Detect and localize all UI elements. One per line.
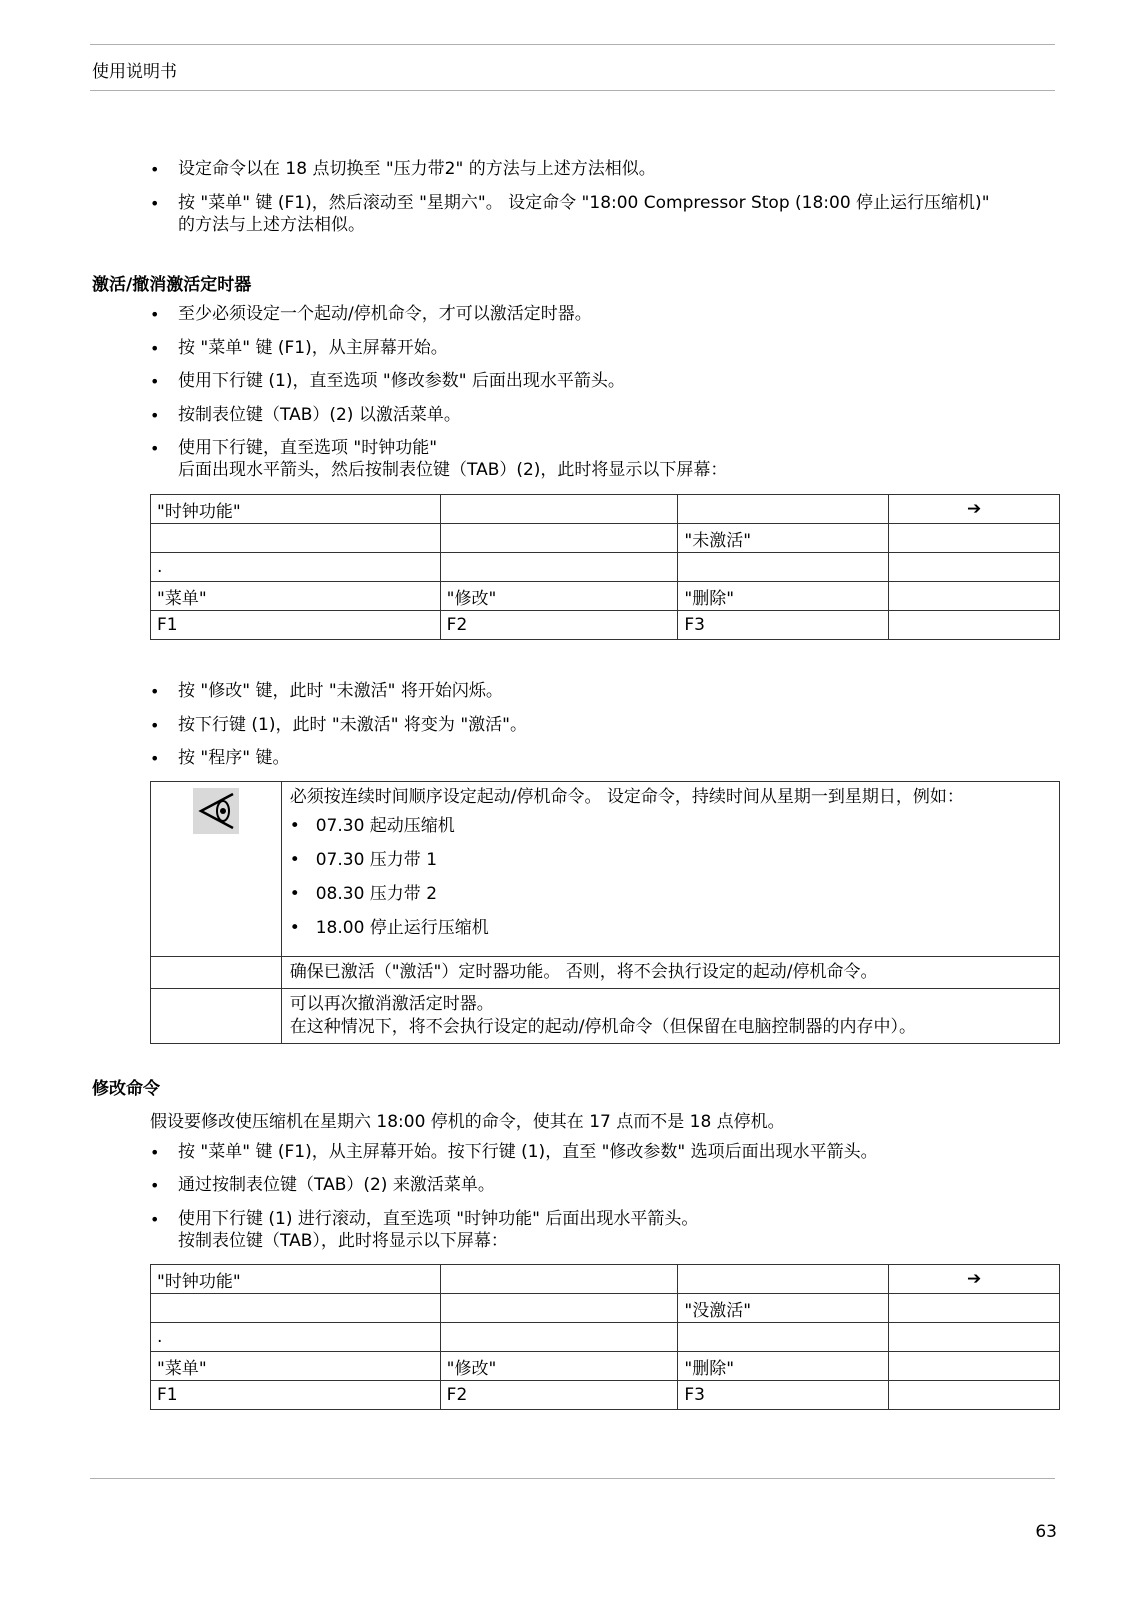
list-item-text: 08.30 压力带 2	[315, 884, 438, 904]
bullet-icon: •	[150, 305, 160, 324]
list-item	[290, 809, 1051, 843]
section-heading: 修改命令	[92, 1079, 160, 1099]
screen-cell	[151, 1294, 441, 1323]
controller-screen-table	[150, 1264, 1060, 1410]
eye-icon	[193, 788, 239, 834]
screen-cell	[889, 553, 1060, 582]
note-content-cell	[281, 782, 1059, 957]
bullet-icon: •	[289, 816, 300, 836]
list-item-text: 设定命令以在 18 点切换至 "压力带2" 的方法与上述方法相似。	[178, 159, 656, 179]
screen-cell	[440, 1294, 678, 1323]
footer-rule	[90, 1478, 1055, 1479]
bullet-icon: •	[289, 884, 300, 904]
screen-cell	[440, 1323, 678, 1352]
note-text: 可以再次撤消激活定时器。	[289, 994, 494, 1014]
right-arrow-icon: ➔	[889, 495, 1060, 524]
screen-cell: "删除"	[678, 1352, 889, 1381]
list-item-text: 按 "修改" 键，此时 "未激活" 将开始闪烁。	[178, 681, 503, 701]
screen-cell	[151, 524, 441, 553]
screen-cell	[440, 1265, 678, 1294]
screen-cell: "菜单"	[151, 1352, 441, 1381]
list-item-text: 18.00 停止运行压缩机	[315, 918, 489, 938]
note-icon-cell	[151, 957, 282, 989]
bullet-icon: •	[150, 716, 160, 735]
note-text: 确保已激活（"激活"）定时器功能。 否则，将不会执行设定的起动/停机命令。	[289, 962, 878, 982]
screen-cell: .	[151, 553, 441, 582]
screen-cell	[889, 582, 1060, 611]
list-item-text: 按 "菜单" 键 (F1)，从主屏幕开始。按下行键 (1)，直至 "修改参数" 选项后面出现水平箭头。	[178, 1142, 878, 1162]
list-item-text: 至少必须设定一个起动/停机命令，才可以激活定时器。	[178, 304, 592, 324]
note-intro: 必须按连续时间顺序设定起动/停机命令。 设定命令，持续时间从星期一到星期日，例如：	[289, 787, 964, 807]
bullet-icon: •	[150, 339, 160, 358]
screen-cell: "修改"	[440, 582, 678, 611]
list-item-text: 通过按制表位键（TAB）(2) 来激活菜单。	[178, 1175, 495, 1195]
screen-cell	[678, 553, 889, 582]
screen-cell	[889, 1352, 1060, 1381]
list-item-text: 07.30 压力带 1	[315, 850, 438, 870]
screen-cell	[889, 1323, 1060, 1352]
bullet-icon: •	[150, 160, 160, 179]
list-item-text: 按下行键 (1)，此时 "未激活" 将变为 "激活"。	[178, 715, 527, 735]
list-item-text: 后面出现水平箭头，然后按制表位键（TAB）(2)，此时将显示以下屏幕：	[178, 460, 728, 480]
screen-cell	[440, 495, 678, 524]
screen-cell: "时钟功能"	[151, 495, 441, 524]
page-number: 63	[1035, 1522, 1057, 1542]
screen-cell: F3	[678, 611, 889, 640]
list-item-text: 按 "菜单" 键 (F1)，然后滚动至 "星期六"。 设定命令 "18:00 Compressor Stop (18:00 停止运行压缩机)"	[178, 193, 990, 213]
screen-cell: .	[151, 1323, 441, 1352]
screen-cell	[678, 1265, 889, 1294]
screen-cell	[678, 495, 889, 524]
section-heading: 激活/撤消激活定时器	[92, 275, 252, 295]
list-item-text: 使用下行键 (1) 进行滚动，直至选项 "时钟功能" 后面出现水平箭头。	[178, 1209, 699, 1229]
bullet-icon: •	[150, 439, 160, 458]
screen-cell: F2	[440, 611, 678, 640]
list-item	[290, 911, 1051, 945]
list-item-text: 按制表位键（TAB）(2) 以激活菜单。	[178, 405, 461, 425]
screen-cell	[440, 553, 678, 582]
bullet-icon: •	[289, 850, 300, 870]
screen-cell: "未激活"	[678, 524, 889, 553]
screen-cell: F3	[678, 1381, 889, 1410]
header-title: 使用说明书	[92, 62, 177, 82]
list-item-text: 的方法与上述方法相似。	[178, 215, 365, 235]
screen-cell: "时钟功能"	[151, 1265, 441, 1294]
bullet-icon: •	[150, 682, 160, 701]
list-item	[290, 877, 1051, 911]
screen-cell: F1	[151, 1381, 441, 1410]
note-text: 在这种情况下，将不会执行设定的起动/停机命令（但保留在电脑控制器的内存中）。	[289, 1017, 916, 1037]
list-item-text: 使用下行键，直至选项 "时钟功能"	[178, 438, 438, 458]
screen-cell: "没激活"	[678, 1294, 889, 1323]
bullet-icon: •	[150, 194, 160, 213]
note-content-cell	[281, 957, 1059, 989]
header-top-rule	[90, 44, 1055, 45]
screen-cell	[678, 1323, 889, 1352]
bullet-icon: •	[150, 1210, 160, 1229]
bullet-icon: •	[150, 1176, 160, 1195]
note-icon-cell	[151, 989, 282, 1044]
list-item-text: 07.30 起动压缩机	[315, 816, 455, 836]
screen-cell: "菜单"	[151, 582, 441, 611]
screen-cell: F2	[440, 1381, 678, 1410]
header-bottom-rule	[90, 90, 1055, 91]
note-icon-cell	[151, 782, 282, 957]
screen-cell: "删除"	[678, 582, 889, 611]
screen-cell	[889, 1294, 1060, 1323]
list-item-text: 使用下行键 (1)，直至选项 "修改参数" 后面出现水平箭头。	[178, 371, 625, 391]
controller-screen-table	[150, 494, 1060, 640]
screen-cell: "修改"	[440, 1352, 678, 1381]
note-table	[150, 781, 1060, 1044]
note-content-cell	[281, 989, 1059, 1044]
screen-cell	[440, 524, 678, 553]
list-item-text: 按 "菜单" 键 (F1)，从主屏幕开始。	[178, 338, 448, 358]
paragraph: 假设要修改使压缩机在星期六 18:00 停机的命令，使其在 17 点而不是 18 点停机。	[150, 1112, 785, 1132]
screen-cell	[889, 1381, 1060, 1410]
bullet-icon: •	[289, 918, 300, 938]
bullet-icon: •	[150, 406, 160, 425]
screen-cell: F1	[151, 611, 441, 640]
bullet-icon: •	[150, 372, 160, 391]
list-item-text: 按制表位键（TAB），此时将显示以下屏幕：	[178, 1231, 508, 1251]
bullet-icon: •	[150, 749, 160, 768]
list-item-text: 按 "程序" 键。	[178, 748, 290, 768]
bullet-icon: •	[150, 1143, 160, 1162]
screen-cell	[889, 524, 1060, 553]
list-item	[290, 843, 1051, 877]
right-arrow-icon: ➔	[889, 1265, 1060, 1294]
screen-cell	[889, 611, 1060, 640]
